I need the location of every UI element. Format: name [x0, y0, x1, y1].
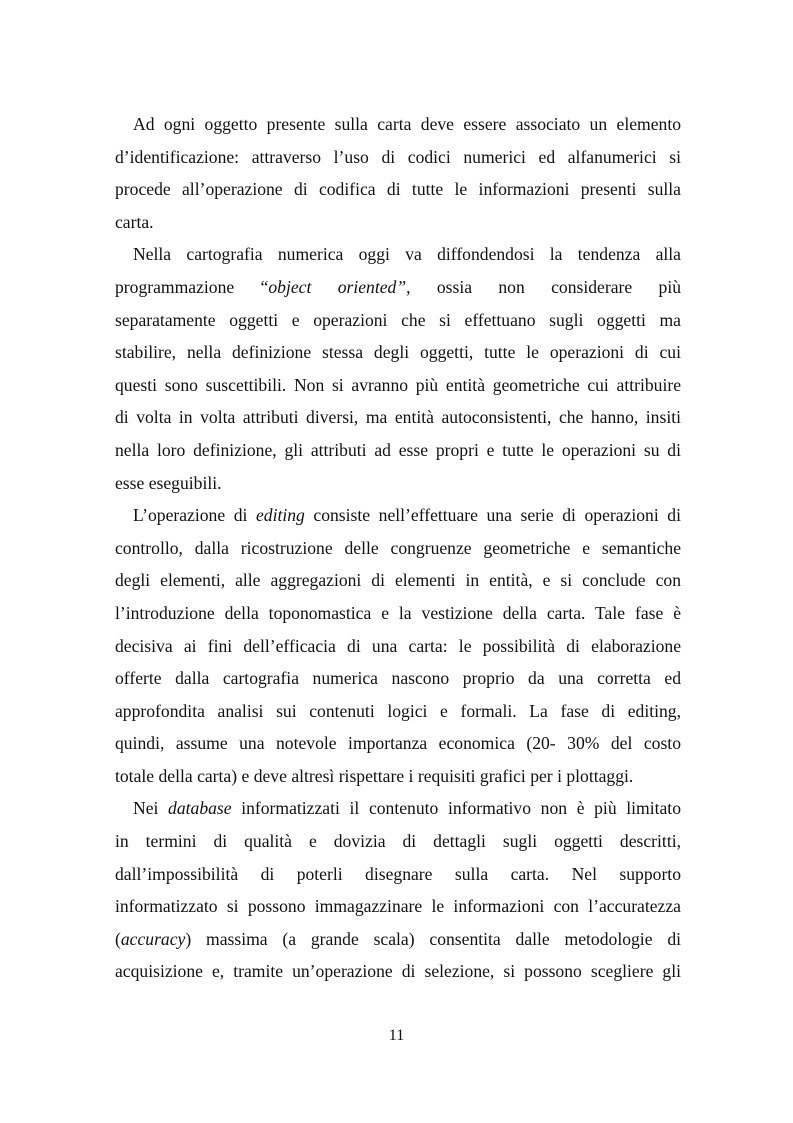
text-segment: programmazione “: [115, 276, 269, 297]
document-body: [115, 108, 681, 988]
text-segment: dall’impossibilità di poterli disegnare sulla carta. Nel supporto: [115, 863, 681, 884]
italic-text: accuracy: [120, 928, 186, 949]
text-line: [115, 662, 681, 695]
paragraph: [115, 792, 681, 988]
text-segment: ossia non considerare più: [410, 276, 682, 297]
text-segment: di volta in volta attributi diversi, ma entità autoconsistenti, che hanno, insiti: [115, 407, 681, 428]
text-segment: degli elementi, alle aggregazioni di elementi in entità, e si conclude con: [115, 570, 681, 591]
text-line: [115, 206, 681, 239]
text-line: [115, 141, 681, 174]
text-line: [115, 108, 681, 141]
text-line: [115, 499, 681, 532]
text-segment: Nei: [133, 798, 169, 819]
text-segment: acquisizione e, tramite un’operazione di selezione, si possono scegliere gli: [115, 961, 681, 982]
text-line: [115, 532, 681, 565]
text-segment: informatizzato si possono immagazzinare le informazioni con l’accuratezza: [115, 896, 681, 917]
text-line: [115, 597, 681, 630]
text-line: [115, 825, 681, 858]
text-segment: quindi, assume una notevole importanza economica (20- 30% del costo: [115, 733, 681, 754]
text-line: [115, 467, 681, 500]
text-line: [115, 760, 681, 793]
text-segment: offerte dalla cartografia numerica nascono proprio da una corretta ed: [115, 668, 681, 689]
text-segment: approfondita analisi sui contenuti logici e formali. La fase di editing,: [115, 700, 681, 721]
text-segment: Ad ogni oggetto presente sulla carta deve essere associato un elemento: [133, 114, 681, 134]
text-segment: (: [115, 928, 121, 949]
paragraph: [115, 499, 681, 792]
text-line: [115, 695, 681, 728]
text-segment: ) massima (a grande scala) consentita dalle metodologie di: [185, 928, 681, 949]
text-line: [115, 304, 681, 337]
text-segment: totale della carta) e deve altresì rispettare i requisiti grafici per i plottaggi.: [115, 765, 634, 786]
text-line: [115, 369, 681, 402]
text-line: [115, 434, 681, 467]
text-line: [115, 792, 681, 825]
text-segment: nella loro definizione, gli attributi ad esse propri e tutte le operazioni su di: [115, 439, 681, 460]
text-segment: controllo, dalla ricostruzione delle congruenze geometriche e semantiche: [115, 537, 681, 558]
text-line: [115, 173, 681, 206]
text-line: [115, 727, 681, 760]
paragraph: [115, 108, 681, 238]
text-line: [115, 923, 681, 956]
text-segment: informatizzati il contenuto informativo non è più limitato: [231, 798, 681, 819]
text-line: [115, 238, 681, 271]
text-segment: procede all’operazione di codifica di tutte le informazioni presenti sulla: [115, 179, 681, 200]
text-line: [115, 955, 681, 988]
text-segment: L’operazione di: [133, 505, 256, 526]
text-segment: stabilire, nella definizione stessa degli oggetti, tutte le operazioni di cui: [115, 342, 681, 363]
text-segment: in termini di qualità e dovizia di dettagli sugli oggetti descritti,: [115, 831, 681, 852]
text-segment: esse eseguibili.: [115, 472, 222, 493]
text-segment: questi sono suscettibili. Non si avranno più entità geometriche cui attribuire: [115, 374, 681, 395]
text-segment: d’identificazione: attraverso l’uso di codici numerici ed alfanumerici si: [115, 146, 681, 167]
page-number: 11: [388, 1027, 405, 1044]
text-line: [115, 630, 681, 663]
text-line: [115, 564, 681, 597]
text-line: [115, 858, 681, 891]
text-segment: Nella cartografia numerica oggi va diffondendosi la tendenza alla: [133, 244, 681, 265]
text-segment: decisiva ai fini dell’efficacia di una carta: le possibilità di elaborazione: [115, 635, 681, 656]
italic-text: database: [168, 798, 232, 819]
text-segment: carta.: [115, 211, 154, 232]
text-line: [115, 401, 681, 434]
text-line: [115, 336, 681, 369]
text-segment: consiste nell’effettuare una serie di operazioni di: [304, 505, 681, 526]
text-segment: separatamente oggetti e operazioni che si effettuano sugli oggetti ma: [115, 309, 681, 330]
text-segment: l’introduzione della toponomastica e la vestizione della carta. Tale fase è: [115, 602, 681, 623]
paragraph: [115, 238, 681, 499]
text-line: [115, 271, 681, 304]
italic-text: object oriented”,: [268, 276, 411, 297]
italic-text: editing: [255, 505, 305, 526]
text-line: [115, 890, 681, 923]
